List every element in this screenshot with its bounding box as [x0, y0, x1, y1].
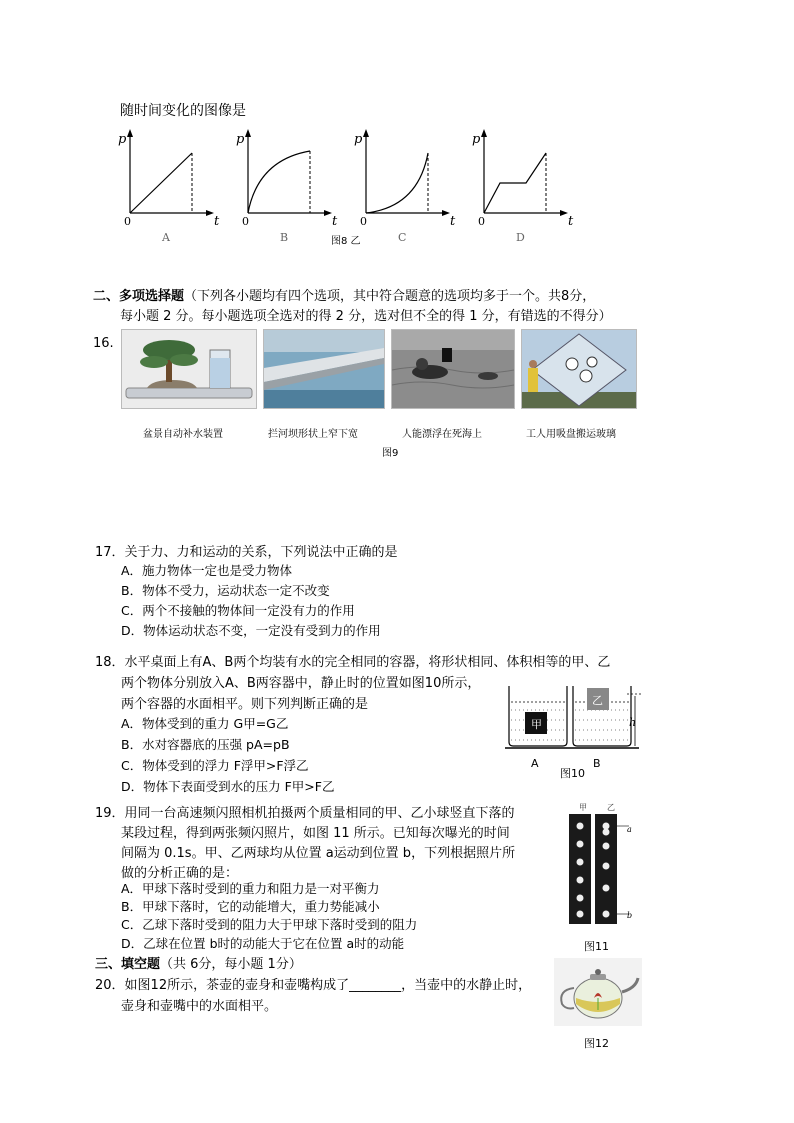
graph-d-t: t: [568, 214, 574, 229]
fig11-jia: 甲: [579, 803, 587, 812]
q19-stem-4: 做的分析正确的是：: [121, 866, 239, 881]
section3-header: [95, 953, 302, 972]
q19-stem-2: 某段过程，得到两张频闪照片，如图 11 所示。已知每次曝光的时间: [121, 826, 510, 841]
fig8-caption: 图8 乙: [331, 236, 361, 247]
q16-caption-3: 人能漂浮在死海上: [402, 429, 482, 440]
q19-option-c: C．乙球下落时受到的阻力大于甲球下落时受到的阻力: [121, 917, 418, 932]
q20-line-1: 20．如图12所示，茶壶的壶身和壶嘴构成了________，当壶中的水静止时，: [95, 978, 532, 993]
fig10-h: h: [629, 716, 637, 729]
fig8-graphs: [110, 125, 580, 245]
fig11-caption: 图11: [584, 940, 609, 953]
fig10-caption: 图10: [560, 767, 585, 780]
graph-a: [118, 129, 220, 244]
q18-option-c: C．物体受到的浮力 F浮甲>F浮乙: [121, 758, 309, 773]
graph-a-label: A: [162, 231, 170, 244]
photo-bonsai: [121, 329, 257, 409]
graph-d: [472, 129, 574, 244]
q19-stem-3: 间隔为 0.1s。甲、乙两球均从位置 a运动到位置 b，下列根据照片所: [121, 846, 516, 861]
fig10-containers: [503, 684, 643, 774]
graph-c-origin: 0: [360, 215, 367, 228]
fig10-label-b: B: [593, 757, 601, 770]
q17-stem: 17．关于力、力和运动的关系，下列说法中正确的是: [95, 545, 398, 560]
q17-option-b: B．物体不受力，运动状态一定不改变: [121, 583, 330, 598]
fig12-caption: 图12: [584, 1037, 609, 1050]
graph-c-label: C: [398, 231, 407, 244]
graph-b: [236, 129, 338, 244]
q18-option-b: B．水对容器底的压强 pA=pB: [121, 737, 290, 752]
graph-d-origin: 0: [478, 215, 485, 228]
q19-option-d: D．乙球在位置 b时的动能大于它在位置 a时的动能: [121, 936, 405, 951]
q19-option-b: B．甲球下落时，它的动能增大，重力势能减小: [121, 899, 380, 914]
q17-option-a: A．施力物体一定也是受力物体: [121, 563, 293, 578]
q17-option-c: C．两个不接触的物体间一定没有力的作用: [121, 603, 355, 618]
section3-title: 三、填空题: [95, 957, 161, 972]
q17-option-d: D．物体运动状态不变，一定没有受到力的作用: [121, 623, 381, 638]
q16-caption-2: 拦河坝形状上窄下宽: [268, 429, 358, 440]
graph-b-t: t: [332, 214, 338, 229]
q19-stem-1: 19．用同一台高速频闪照相机拍摄两个质量相同的甲、乙小球竖直下落的: [95, 806, 515, 821]
q18-option-a: A．物体受到的重力 G甲=G乙: [121, 716, 289, 731]
intro-line: 随时间变化的图像是: [120, 103, 246, 119]
graph-b-p: p: [236, 132, 245, 147]
graph-c-t: t: [450, 214, 456, 229]
q18-option-d: D．物体下表面受到水的压力 F甲>F乙: [121, 779, 335, 794]
fig10-label-a: A: [531, 757, 539, 770]
graph-b-origin: 0: [242, 215, 249, 228]
fig10-jia: 甲: [531, 718, 542, 731]
graph-a-p: p: [118, 132, 127, 147]
fig11-a: a: [627, 825, 632, 834]
fig12-teapot: [554, 958, 642, 1026]
graph-c-p: p: [354, 132, 363, 147]
q16-caption-4: 工人用吸盘搬运玻璃: [526, 429, 616, 440]
graph-d-p: p: [472, 132, 481, 147]
graph-a-origin: 0: [124, 215, 131, 228]
fig11-strobe: [565, 800, 637, 930]
photo-suction-glass: [521, 329, 637, 409]
section2-desc-1: （下列各小题均有四个选项，其中符合题意的选项均多于一个。共8分，: [184, 289, 596, 304]
q19-option-a: A．甲球下落时受到的重力和阻力是一对平衡力: [121, 881, 380, 896]
graph-b-label: B: [280, 231, 289, 244]
q18-stem-1: 18．水平桌面上有A、B两个均装有水的完全相同的容器，将形状相同、体积相等的甲、乙: [95, 655, 611, 670]
q16-caption-1: 盆景自动补水装置: [143, 429, 223, 440]
q20-line-2: 壶身和壶嘴中的水面相平。: [121, 999, 278, 1014]
q16-number: 16.: [93, 336, 114, 351]
q18-stem-3: 两个容器的水面相平。则下列判断正确的是: [121, 697, 369, 712]
section2-desc-2: 每小题 2 分。每小题选项全选对的得 2 分，选对但不全的得 1 分，有错选的不得分）: [120, 309, 612, 324]
graph-a-t: t: [214, 214, 220, 229]
graph-d-label: D: [516, 231, 525, 244]
graph-c: [354, 129, 456, 244]
fig11-b: b: [627, 911, 633, 920]
photo-dam: [263, 329, 385, 409]
photo-dead-sea: [391, 329, 515, 409]
section2-title: 二、多项选择题: [93, 289, 185, 304]
q18-stem-2: 两个物体分别放入A、B两容器中，静止时的位置如图10所示，: [121, 676, 481, 691]
q16-figure-caption: 图9: [382, 448, 399, 459]
section2-header: [93, 285, 595, 304]
fig10-yi: 乙: [592, 694, 603, 707]
fig11-yi: 乙: [607, 803, 615, 812]
section3-desc: （共 6分，每小题 1分）: [160, 957, 302, 972]
